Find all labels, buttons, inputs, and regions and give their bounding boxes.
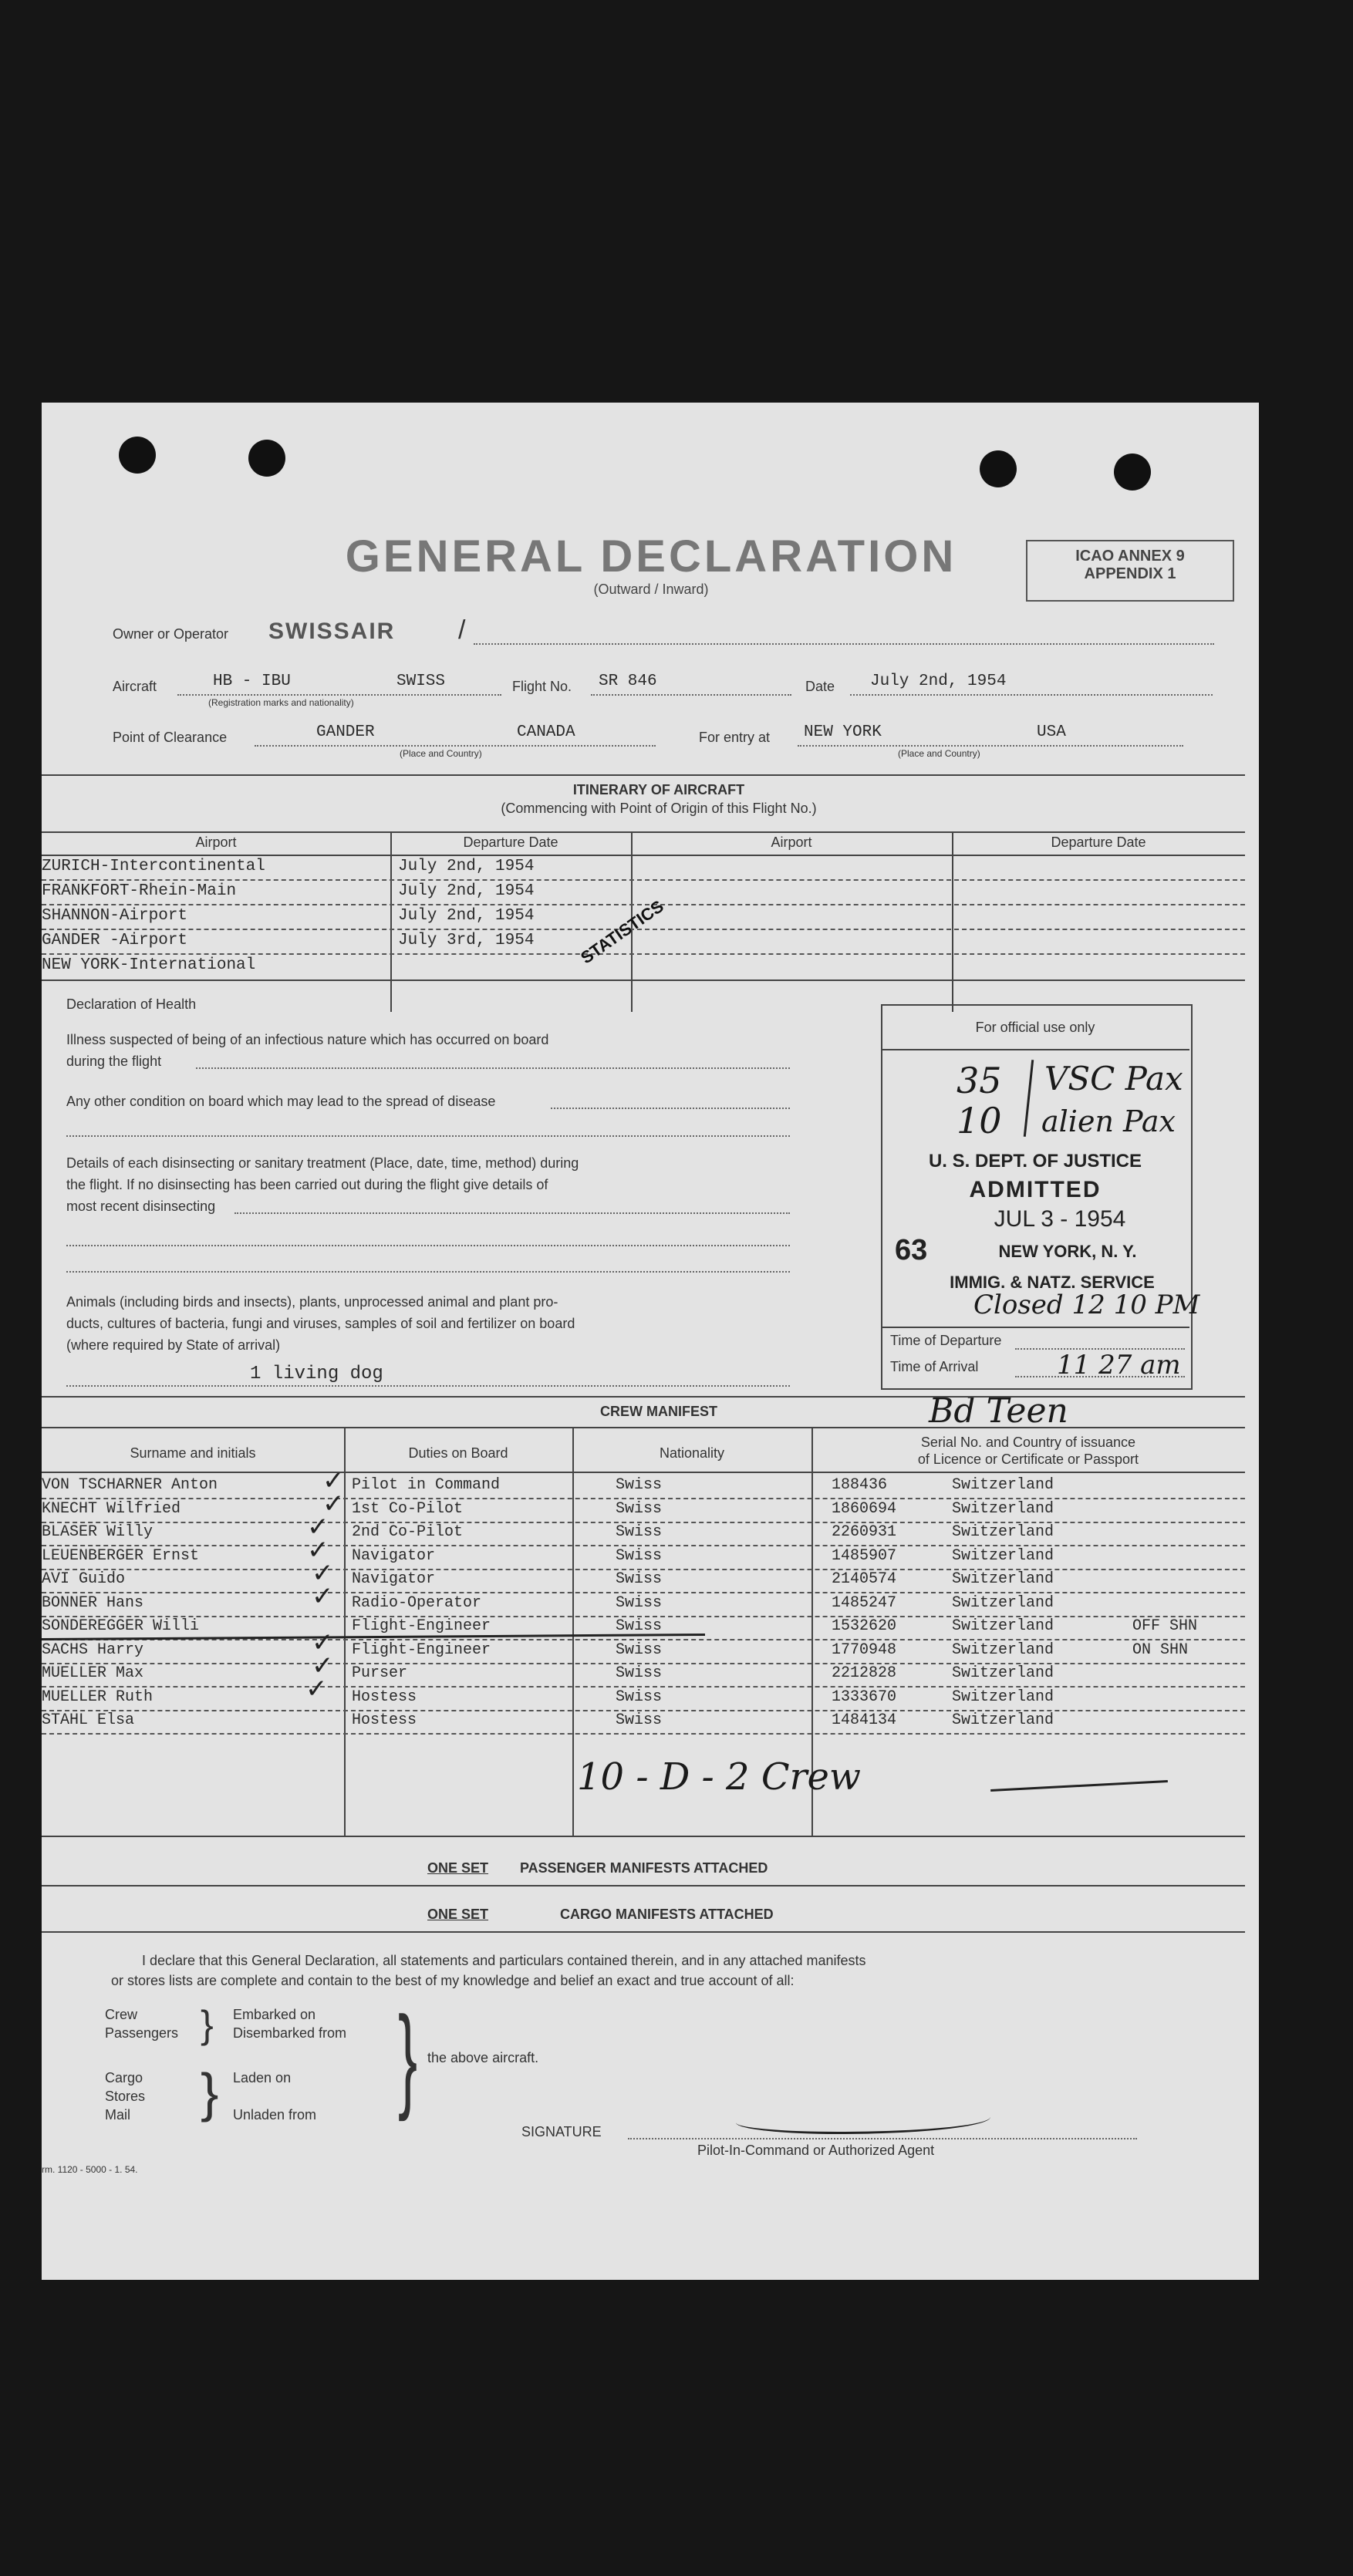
entry-note: (Place and Country) [898,748,980,759]
declaration-cargo: Cargo [105,2070,143,2085]
crew-duty: Hostess [352,1688,417,1706]
crew-serial: 1485907 [832,1547,897,1565]
date-label: Date [805,679,835,694]
crew-country: Switzerland [952,1500,1054,1518]
arrival-time-label: Time of Arrival [890,1359,979,1374]
handwritten-note: VSC Pax [1044,1060,1183,1097]
aircraft-note: (Registration marks and nationality) [208,697,354,708]
crew-name: MUELLER Ruth [42,1688,154,1706]
passenger-manifest-count: ONE SET [427,1860,489,1876]
crew-country: Switzerland [952,1711,1054,1729]
itinerary-date: July 2nd, 1954 [398,907,535,925]
crew-nationality: Swiss [616,1594,663,1612]
itinerary-airport: FRANKFORT-Rhein-Main [42,882,237,900]
handwritten-initials: Bd Teen [929,1391,1068,1431]
crew-col-duties: Duties on Board [408,1445,508,1461]
admitted-stamp-line: IMMIG. & NATZ. SERVICE [950,1273,1155,1292]
crew-duty: Flight-Engineer [352,1617,491,1635]
admitted-stamp-line: ADMITTED [969,1177,1102,1202]
itinerary-subtitle: (Commencing with Point of Origin of this Flight No.) [501,801,817,816]
declaration-form [42,403,1259,2280]
declaration-unladen: Unladen from [233,2107,317,2123]
icao-box [1026,540,1234,602]
crew-nationality: Swiss [616,1711,663,1729]
crew-name: BONNER Hans [42,1594,144,1612]
official-title: For official use only [975,1020,1095,1035]
rule [42,979,1245,981]
departure-time-label: Time of Departure [890,1333,1002,1348]
rule [42,774,1245,776]
crew-country: Switzerland [952,1594,1054,1612]
crew-serial: 2260931 [832,1523,897,1541]
signature-caption: Pilot-In-Command or Authorized Agent [697,2143,935,2158]
crew-nationality: Swiss [616,1617,663,1635]
flight-number: SR 846 [599,673,657,690]
itinerary-col-departure: Departure Date [463,835,558,850]
entry-label: For entry at [699,730,771,745]
declaration-passengers: Passengers [105,2025,179,2041]
checkmark-icon: ✓ [307,1512,329,1543]
handwritten-crew-note: 10 - D - 2 Crew [577,1755,861,1799]
handwritten-closed: Closed 12 10 PM [973,1290,1200,1320]
clearance-note: (Place and Country) [400,748,482,759]
crew-duty: 2nd Co-Pilot [352,1523,464,1541]
icao-line: APPENDIX 1 [1084,565,1176,582]
itinerary-col-departure-2: Departure Date [1051,835,1146,850]
checkmark-icon: ✓ [312,1627,334,1658]
handwritten-count: 10 [957,1100,1002,1141]
health-line [66,1135,790,1137]
crew-name: SACHS Harry [42,1641,144,1659]
crew-country: Switzerland [952,1476,1054,1494]
health-text: the flight. If no disinsecting has been carried out during the flight give details of [66,1177,548,1192]
rule [42,1545,1245,1546]
itinerary-title: ITINERARY OF AIRCRAFT [572,782,745,797]
checkmark-icon: ✓ [312,1558,334,1589]
aircraft-label: Aircraft [113,679,157,694]
crew-name: MUELLER Max [42,1664,144,1682]
itinerary-date: July 3rd, 1954 [398,932,535,949]
crew-country: Switzerland [952,1664,1054,1682]
checkmark-icon: ✓ [305,1674,328,1704]
arrival-time-value: 11 27 am [1057,1350,1181,1381]
flight-line [591,694,791,696]
rule [42,953,1245,955]
crew-serial: 1484134 [832,1711,897,1729]
animals-answer: 1 living dog [250,1364,383,1384]
crew-duty: Navigator [352,1547,436,1565]
checkmark-icon: ✓ [312,1581,334,1612]
itinerary-date: July 2nd, 1954 [398,858,535,875]
punch-hole [980,450,1017,487]
health-line [551,1108,790,1109]
crew-col-serial: of Licence or Certificate or Passport [917,1452,1139,1467]
health-text: most recent disinsecting [66,1199,216,1214]
aircraft-registration: HB - IBU [213,673,291,690]
health-text: (where required by State of arrival) [66,1337,281,1353]
owner-mark: / [458,615,466,645]
cargo-manifest-label: CARGO MANIFESTS ATTACHED [560,1907,774,1922]
crew-col-serial: Serial No. and Country of issuance [920,1435,1136,1450]
crew-nationality: Swiss [616,1547,663,1565]
crew-duty: 1st Co-Pilot [352,1500,464,1518]
rule [42,855,1245,856]
admitted-stamp-line: NEW YORK, N. Y. [998,1242,1137,1261]
declaration-mail: Mail [105,2107,131,2123]
crew-duty: Pilot in Command [352,1476,501,1494]
itinerary-col-airport: Airport [195,835,237,850]
health-text: Details of each disinsecting or sanitary treatment (Place, date, time, method) during [66,1155,579,1171]
flight-date: July 2nd, 1954 [870,673,1007,690]
handwritten-count: 35 [957,1060,1002,1101]
cargo-manifest-count: ONE SET [427,1907,489,1922]
crew-nationality: Swiss [616,1500,663,1518]
crew-note: OFF SHN [1132,1617,1198,1635]
crew-name: STAHL Elsa [42,1711,135,1729]
admitted-stamp-line: U. S. DEPT. OF JUSTICE [928,1151,1142,1172]
crew-name: KNECHT Wilfried [42,1500,181,1518]
crew-name: VON TSCHARNER Anton [42,1476,218,1494]
brace-icon: } [201,2003,214,2046]
rule [881,1049,1189,1050]
crew-nationality: Swiss [616,1688,663,1706]
crew-country: Switzerland [952,1570,1054,1588]
crew-title: CREW MANIFEST [600,1404,717,1419]
rule [42,879,1245,881]
declaration-laden: Laden on [233,2070,292,2085]
crew-serial: 1532620 [832,1617,897,1635]
rule [42,1472,1245,1473]
itinerary-airport: NEW YORK-International [42,956,256,974]
crew-duty: Purser [352,1664,408,1682]
signature-label: SIGNATURE [521,2124,602,2139]
clearance-label: Point of Clearance [113,730,228,745]
crew-serial: 1333670 [832,1688,897,1706]
itinerary-airport: GANDER -Airport [42,932,188,949]
crew-nationality: Swiss [616,1641,663,1659]
owner-line [474,643,1214,645]
aircraft-nationality: SWISS [396,673,446,690]
checkmark-icon: ✓ [322,1465,345,1496]
rule [390,831,392,1012]
entry-country: USA [1037,723,1066,741]
punch-hole [248,440,285,477]
health-text: Any other condition on board which may lead to the spread of disease [66,1094,496,1109]
admitted-stamp-number: 63 [895,1234,928,1266]
declaration-crew: Crew [105,2007,138,2022]
crew-nationality: Swiss [616,1570,663,1588]
entry-place: NEW YORK [804,723,882,741]
crew-name: LEUENBERGER Ernst [42,1547,200,1565]
rule [42,1686,1245,1688]
crew-duty: Radio-Operator [352,1594,482,1612]
clearance-country: CANADA [517,723,575,741]
owner-value: SWISSAIR [268,619,396,644]
health-line [234,1212,790,1214]
health-title: Declaration of Health [66,996,197,1012]
rule [42,1931,1245,1933]
declaration-text: or stores lists are complete and contain to the best of my knowledge and belief an exact and true account of all: [111,1973,795,1988]
brace-icon: } [398,1992,418,2122]
admitted-stamp-date: JUL 3 - 1954 [994,1206,1126,1232]
rule [42,831,1245,833]
crew-country: Switzerland [952,1547,1054,1565]
crew-country: Switzerland [952,1688,1054,1706]
itinerary-col-airport-2: Airport [771,835,812,850]
checkmark-icon: ✓ [312,1650,334,1681]
health-text: Illness suspected of being of an infectious nature which has occurred on board [66,1032,549,1047]
crew-nationality: Swiss [616,1664,663,1682]
arrival-time-line [1015,1376,1185,1377]
declaration-embarked: Embarked on [233,2007,316,2022]
form-subtitle: (Outward / Inward) [593,582,709,597]
health-text: Animals (including birds and insects), plants, unprocessed animal and plant pro- [66,1294,558,1310]
declaration-aircraft: the above aircraft. [427,2050,539,2065]
crew-nationality: Swiss [616,1523,663,1541]
crew-col-nationality: Nationality [659,1445,725,1461]
clearance-place: GANDER [316,723,375,741]
crew-nationality: Swiss [616,1476,663,1494]
health-line [66,1245,790,1246]
signature-scribble [990,1780,1168,1792]
itinerary-airport: ZURICH-Intercontinental [42,858,265,875]
statistics-stamp: STATISTICS [577,896,667,968]
health-line [66,1385,790,1387]
crew-serial: 2140574 [832,1570,897,1588]
itinerary-date: July 2nd, 1954 [398,882,535,900]
passenger-manifest-label: PASSENGER MANIFESTS ATTACHED [520,1860,768,1876]
crew-name: BLASER Willy [42,1523,154,1541]
form-title: GENERAL DECLARATION [345,531,957,582]
crew-serial: 2212828 [832,1664,897,1682]
handwritten-note: alien Pax [1041,1104,1176,1138]
aircraft-line [177,694,501,696]
itinerary-airport: SHANNON-Airport [42,907,188,925]
rule [42,1836,1245,1837]
date-line [850,694,1213,696]
crew-serial: 1485247 [832,1594,897,1612]
entry-line [798,745,1183,747]
clearance-line [255,745,656,747]
signature-line [628,2138,1137,2139]
checkmark-icon: ✓ [307,1535,329,1566]
crew-country: Switzerland [952,1641,1054,1659]
rule [42,1885,1245,1886]
rule [572,1427,574,1836]
crew-duty: Hostess [352,1711,417,1729]
declaration-stores: Stores [105,2089,146,2104]
health-line [66,1271,790,1273]
crew-note: ON SHN [1132,1641,1189,1659]
crew-duty: Flight-Engineer [352,1641,491,1659]
rule [952,831,953,1012]
health-text: during the flight [66,1054,162,1069]
declaration-text: I declare that this General Declaration, all statements and particulars contained therein, and in any attached manifests [142,1953,866,1968]
icao-line: ICAO ANNEX 9 [1075,548,1185,565]
crew-serial: 1770948 [832,1641,897,1659]
rule [42,1592,1245,1593]
crew-serial: 188436 [832,1476,888,1494]
flight-label: Flight No. [512,679,572,694]
rule [42,1498,1245,1499]
crew-country: Switzerland [952,1523,1054,1541]
crew-serial: 1860694 [832,1500,897,1518]
punch-hole [119,437,156,474]
form-number: rm. 1120 - 5000 - 1. 54. [42,2164,138,2175]
crew-duty: Navigator [352,1570,436,1588]
signature-scribble [736,2106,990,2134]
crew-name: SONDEREGGER Willi [42,1617,200,1635]
crew-name: AVI Guido [42,1570,126,1588]
rule [42,1733,1245,1735]
crew-country: Switzerland [952,1617,1054,1635]
health-line [196,1067,790,1069]
health-text: ducts, cultures of bacteria, fungi and viruses, samples of soil and fertilizer on board [66,1316,575,1331]
declaration-disembarked: Disembarked from [233,2025,347,2041]
brace-icon: } [201,2062,219,2123]
rule [42,1396,1245,1398]
crew-col-name: Surname and initials [130,1445,256,1461]
rule [42,1427,1245,1428]
checkmark-icon: ✓ [322,1489,345,1519]
punch-hole [1114,453,1151,491]
owner-label: Owner or Operator [113,626,229,642]
rule [881,1327,1189,1328]
